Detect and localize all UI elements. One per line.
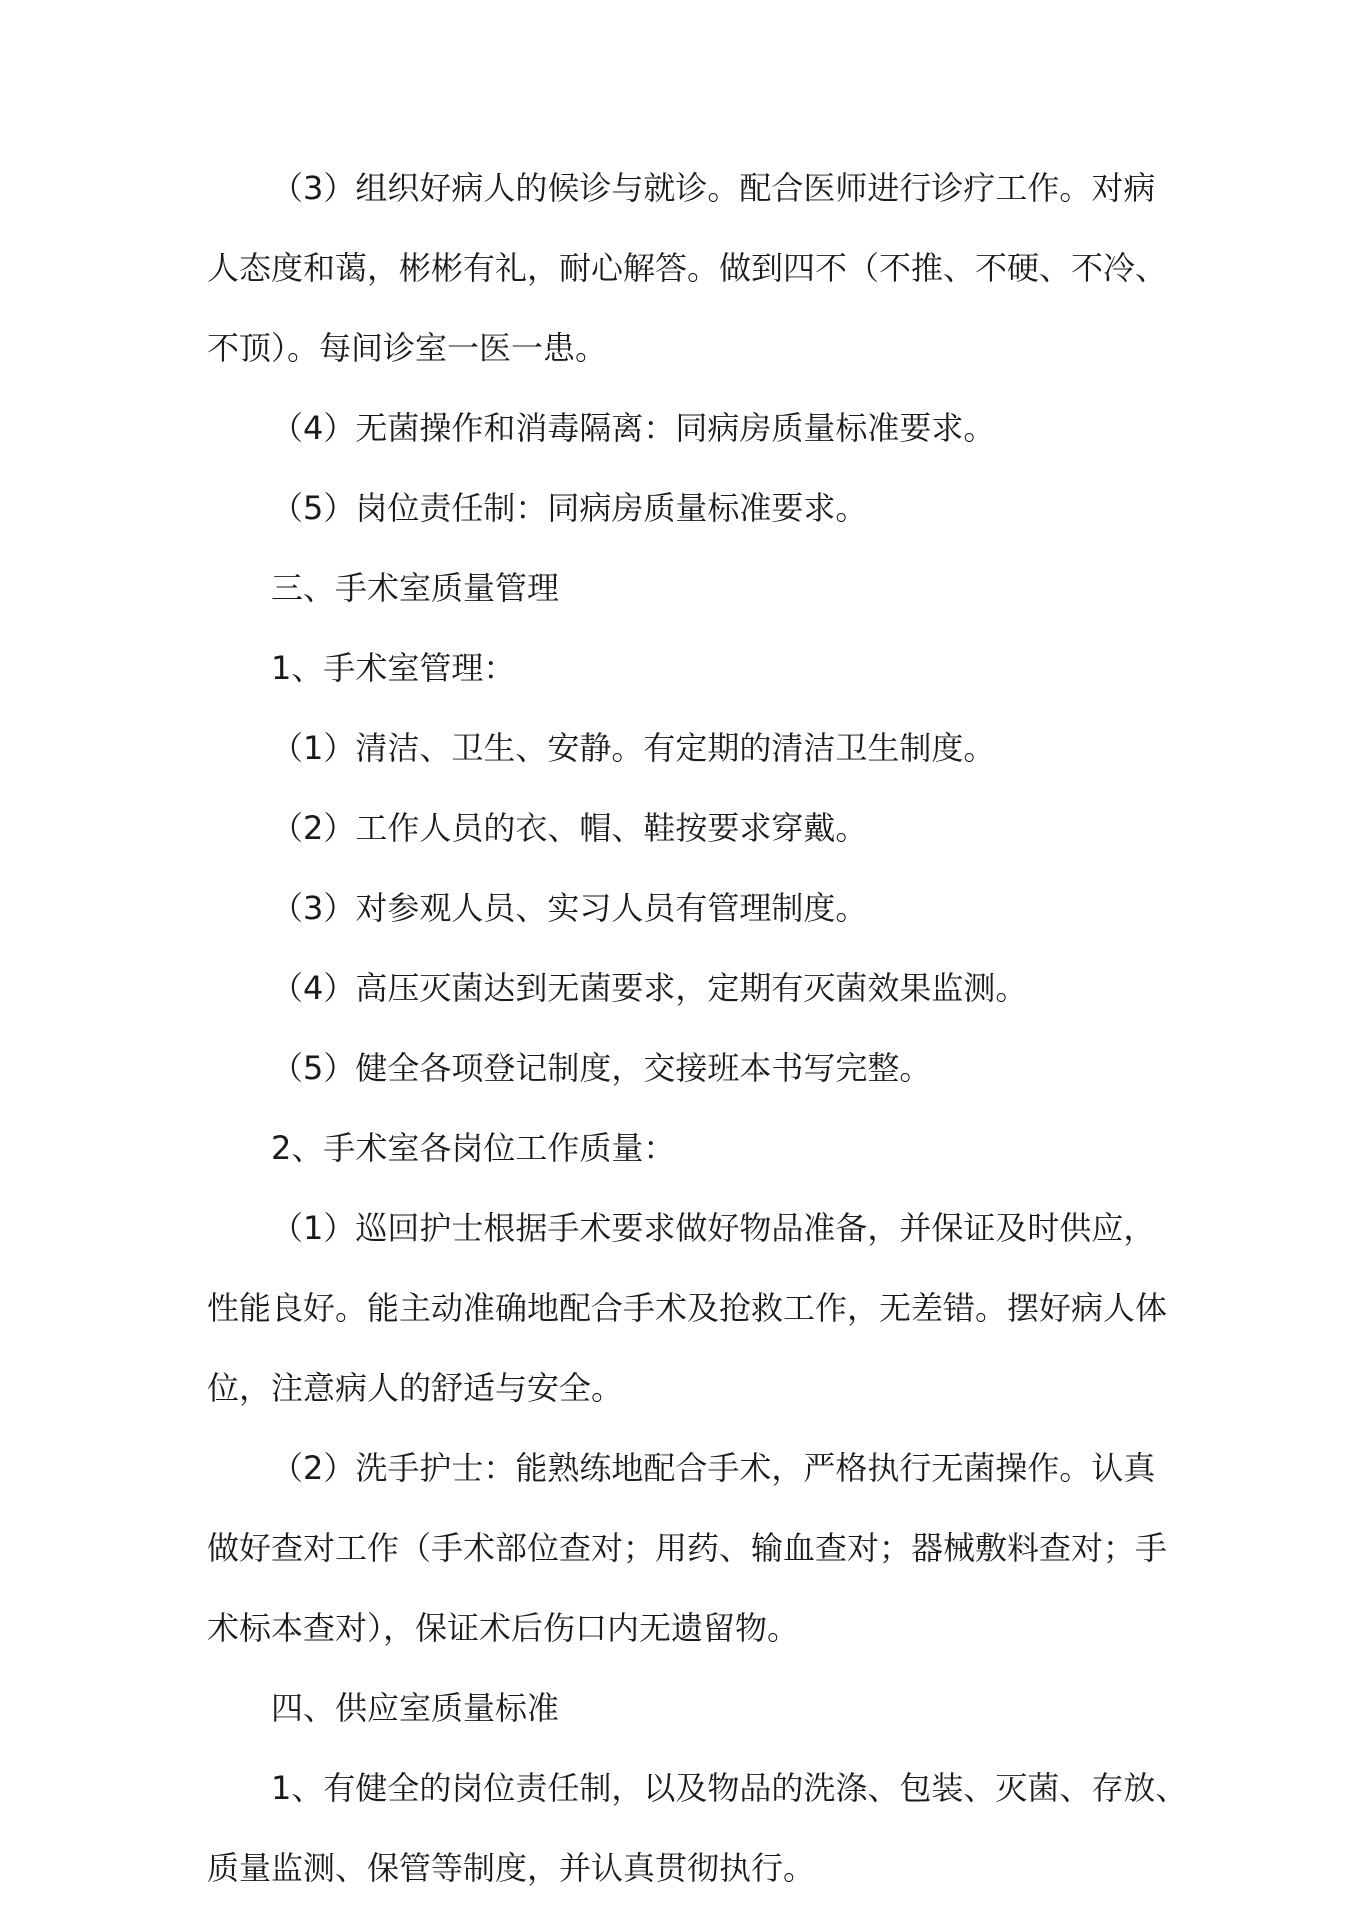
text-line: （1）清洁、卫生、安静。有定期的清洁卫生制度。 — [271, 729, 996, 767]
text-line: （4）高压灭菌达到无菌要求，定期有灭菌效果监测。 — [271, 969, 1028, 1007]
text-line: 质量监测、保管等制度，并认真贯彻执行。 — [207, 1849, 816, 1887]
document-page — [207, 148, 1188, 1908]
text-line: （4）无菌操作和消毒隔离：同病房质量标准要求。 — [271, 409, 996, 447]
text-line: 做好查对工作（手术部位查对；用药、输血查对；器械敷料查对；手 — [207, 1529, 1168, 1567]
section-heading: 四、供应室质量标准 — [271, 1689, 560, 1727]
text-line: 性能良好。能主动准确地配合手术及抢救工作，无差错。摆好病人体 — [207, 1289, 1168, 1327]
text-line: （3）组织好病人的候诊与就诊。配合医师进行诊疗工作。对病 — [271, 169, 1156, 207]
text-line: （5）健全各项登记制度，交接班本书写完整。 — [271, 1049, 932, 1087]
text-line: （3）对参观人员、实习人员有管理制度。 — [271, 889, 868, 927]
text-line: 位，注意病人的舒适与安全。 — [207, 1369, 624, 1407]
subsection-heading: 1、手术室管理： — [271, 649, 516, 687]
text-line: （2）工作人员的衣、帽、鞋按要求穿戴。 — [271, 809, 868, 847]
text-line: （5）岗位责任制：同病房质量标准要求。 — [271, 489, 868, 527]
text-line: （2）洗手护士：能熟练地配合手术，严格执行无菌操作。认真 — [271, 1449, 1156, 1487]
subsection-heading: 2、手术室各岗位工作质量： — [271, 1129, 676, 1167]
text-line: 术标本查对），保证术后伤口内无遗留物。 — [207, 1609, 800, 1647]
section-heading: 三、手术室质量管理 — [271, 569, 560, 607]
text-line: 1、有健全的岗位责任制，以及物品的洗涤、包装、灭菌、存放、 — [271, 1769, 1188, 1807]
text-line: 不顶）。每间诊室一医一患。 — [207, 329, 608, 367]
text-line: （1）巡回护士根据手术要求做好物品准备，并保证及时供应， — [271, 1209, 1156, 1247]
text-line: 人态度和蔼，彬彬有礼，耐心解答。做到四不（不推、不硬、不冷、 — [207, 249, 1168, 287]
